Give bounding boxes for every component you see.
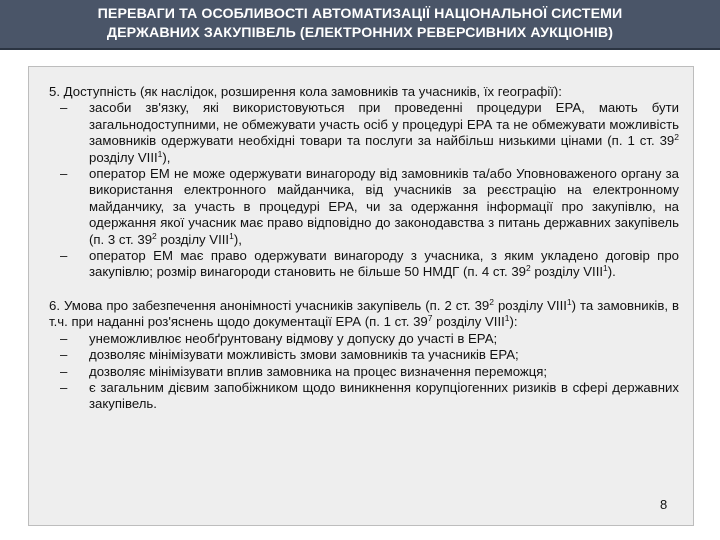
item-text: розділу VIII (530, 264, 604, 280)
list-item (49, 248, 679, 281)
heading-text: ) та замовників, в т.ч. при наданні роз'яснень щодо документації ЕРА (п. 1 ст. 39 (49, 297, 680, 330)
section-gap (49, 281, 679, 298)
item-text: ). (607, 264, 616, 280)
superscript: 2 (489, 296, 494, 307)
dash-bullet: – (60, 363, 68, 379)
superscript: 7 (427, 313, 433, 324)
title-line-2: ДЕРЖАВНИХ ЗАКУПІВЕЛЬ (ЕЛЕКТРОННИХ РЕВЕРСИВНИХ АУКЦІОНІВ) (106, 25, 614, 41)
item-text: дозволяє мінімізувати можливість змови замовників та учасників ЕРА; (89, 347, 519, 363)
page-number: 8 (660, 497, 668, 512)
list-item (49, 100, 679, 166)
list-item (49, 380, 679, 413)
item-text: засоби зв'язку, які використовуються при проведенні процедури ЕРА, мають бути загальнодоступними, не обмежувати участь осіб у процедурі ЕРА та не обмежувати можливість замовників одержувати необхідні товари та послуги за найбільш низькими цінами (п. 1 ст. 39 (89, 100, 679, 149)
list-item (49, 364, 679, 380)
item-text: розділу VIII (89, 149, 158, 165)
superscript: 1 (504, 313, 510, 324)
item-text: є загальним дієвим запобіжником щодо виникнення корупціогенних ризиків в сфері державних закупівель. (89, 379, 679, 412)
heading-text: 6. Умова про забезпечення анонімності учасників закупівель (п. 2 ст. 39 (49, 297, 490, 313)
item-text: розділу VIII (156, 231, 230, 247)
section-5-heading: 5. Доступність (як наслідок, розширення кола замовників та учасників, їх географії): (49, 84, 562, 99)
section-6-heading (49, 298, 679, 331)
title-band (0, 0, 720, 50)
dash-bullet: – (60, 347, 68, 363)
superscript: 1 (229, 230, 234, 241)
title-line-1: ПЕРЕВАГИ ТА ОСОБЛИВОСТІ АВТОМАТИЗАЦІЇ НАЦІОНАЛЬНОЇ СИСТЕМИ (97, 6, 623, 22)
dash-bullet: – (60, 100, 68, 116)
dash-bullet: – (60, 248, 68, 264)
superscript: 2 (525, 263, 531, 274)
item-text: оператор ЕМ не може одержувати винагороду від замовників та/або Уповноваженого органу за використання електронного майданчика, від учасників за реєстрацію на електронному майданчику, за участь в процедурі ЕРА, чи за одержання інформації про закупівлю, на одержання якої учасник має право відповідно до законодавства з питань державних закупівель (п. 3 ст. 39 (89, 166, 679, 247)
superscript: 1 (566, 296, 572, 307)
item-text: унеможливлює необґрунтовану відмову у допуску до участі в ЕРА; (89, 330, 498, 346)
dash-bullet: – (60, 166, 68, 182)
superscript: 1 (603, 263, 608, 274)
superscript: 1 (157, 148, 163, 159)
heading-text: розділу VIII (432, 314, 505, 330)
heading-text: ): (509, 314, 518, 330)
item-text: дозволяє мінімізувати вплив замовника на процес визначення переможця; (89, 363, 548, 379)
item-text: ), (162, 149, 171, 165)
dash-bullet: – (60, 330, 68, 346)
superscript: 2 (674, 132, 679, 143)
dash-bullet: – (60, 379, 68, 395)
list-item (49, 166, 679, 248)
content-body (49, 84, 679, 413)
list-item (49, 331, 679, 347)
item-text: оператор ЕМ має право одержувати винагороду з учасника, з яким укладено договір про закупівлю; розмір винагороди становить не більше 50 НМДГ (п. 4 ст. 39 (89, 248, 679, 280)
item-text: ), (233, 231, 242, 247)
superscript: 2 (152, 230, 157, 241)
list-item (49, 347, 679, 363)
heading-text: розділу VIII (493, 297, 567, 313)
